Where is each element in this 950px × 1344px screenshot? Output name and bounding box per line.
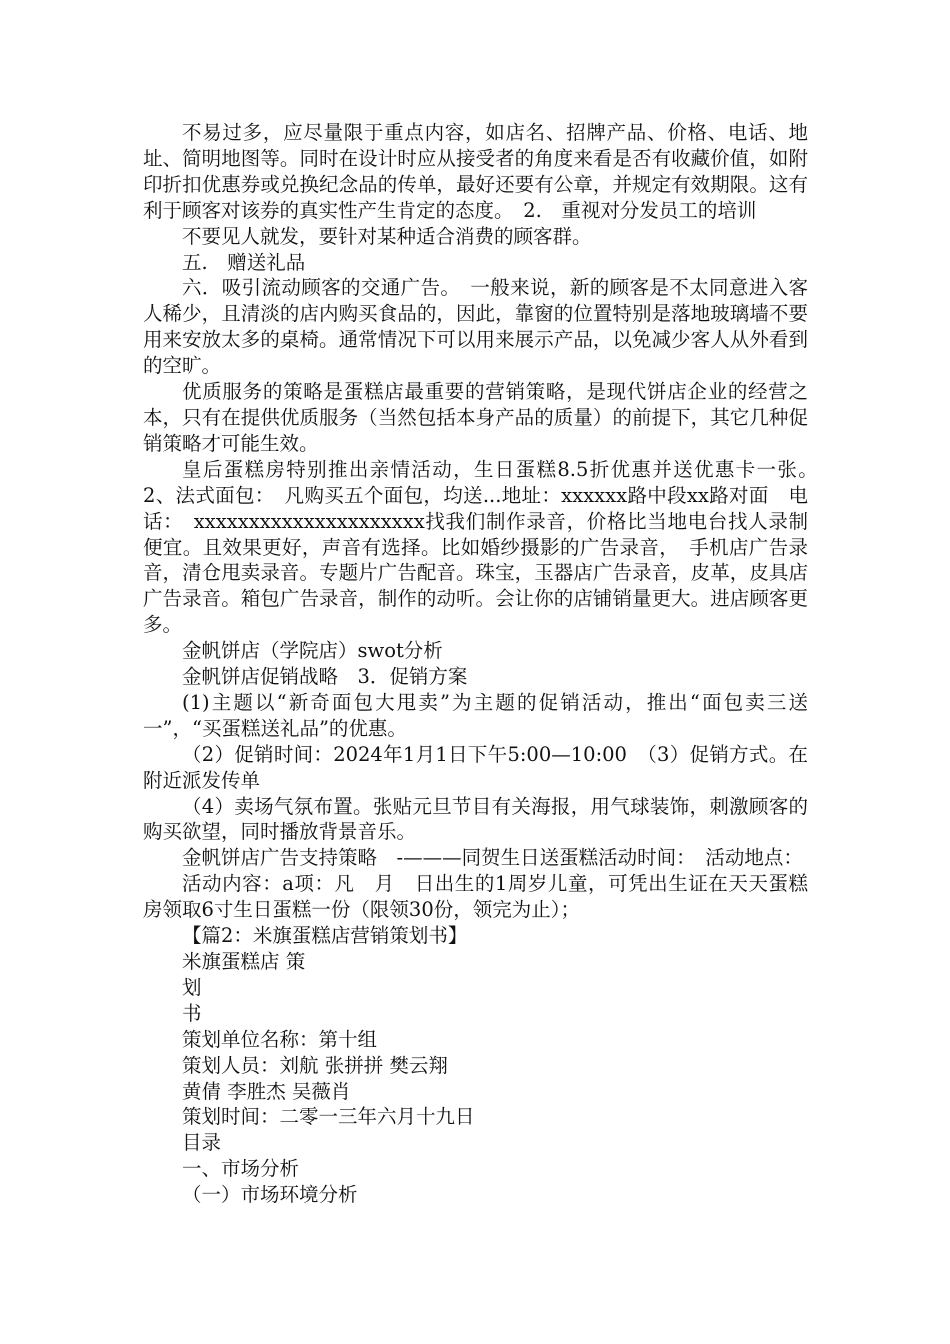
paragraph-leaflet-design: 不易过多，应尽量限于重点内容，如店名、招牌产品、价格、电话、地址、简明地图等。同时在设计时应从接受者的角度来看是否有收藏价值，如附印折扣优惠券或兑换纪念品的传单，最好还要有公章，并规定有效期限。这有利于顾客对该券的真实性产生肯定的态度。 2. 重视对分发员工的培训 <box>143 121 808 222</box>
paragraph-promo-time: （2）促销时间：2024年1月1日下午5:00—10:00 （3）促销方式。在附近派发传单 <box>143 742 808 792</box>
plan-members: 策划人员：刘航 张拼拼 樊云翔 <box>182 1053 448 1077</box>
toc-item-market-analysis: 一、市场分析 <box>182 1157 300 1181</box>
plan-title-line-3: 书 <box>182 1001 202 1025</box>
section-title-plan: 【篇2：米旗蛋糕店营销策划书】 <box>182 924 468 948</box>
paragraph-activity-content: 活动内容：a项：凡 月 日出生的1周岁儿童，可凭出生证在天天蛋糕房领取6寸生日蛋糕一份（限领30份，领完为止）； <box>143 872 808 922</box>
plan-unit: 策划单位名称：第十组 <box>182 1027 378 1051</box>
toc-item-market-environment: （一）市场环境分析 <box>182 1183 358 1207</box>
plan-title-line-1: 米旗蛋糕店 策 <box>182 950 306 973</box>
paragraph-ad-support: 金帆饼店广告支持策略 -———同贺生日送蛋糕活动时间： 活动地点： <box>182 846 803 870</box>
plan-title-line-2: 划 <box>182 975 202 999</box>
heading-promo-strategy: 金帆饼店促销战略 3．促销方案 <box>182 665 468 689</box>
plan-members-cont: 黄倩 李胜杰 吴薇肖 <box>182 1079 351 1103</box>
paragraph-distribution-target: 不要见人就发，要针对某种适合消费的顾客群。 <box>182 224 592 248</box>
heading-gift: 五. 赠送礼品 <box>182 250 306 274</box>
paragraph-traffic-ads: 六．吸引流动顾客的交通广告。 一般来说，新的顾客是不太同意进入客人稀少，且清淡的店内购买食品的，因此，靠窗的位置特别是落地玻璃墙不要用来安放太多的桌椅。通常情况下可以用来展示产品，以免减少客人从外看到的空旷。 <box>143 276 808 378</box>
toc-heading: 目录 <box>182 1131 222 1155</box>
plan-date: 策划时间：二零一三年六月十九日 <box>182 1105 475 1129</box>
paragraph-queen-cake-promo: 皇后蛋糕房特别推出亲情活动，生日蛋糕8.5折优惠并送优惠卡一张。 2、法式面包： 凡购买五个面包，均送...地址：xxxxxx路中段xx路对面 电话： xxxxxxxxxxxxxxxxxxxxx找我们制作录音，价格比当地电台找人录制便宜。且效果更好，声音有选择。比如婚纱摄影的广告录音， 手机店广告录音，清仓甩卖录音。专题片广告配音。珠宝，玉器店广告录音，皮革，皮具店广告录音。箱包广告录音，制作的动听。会让你的店铺销量更大。进店顾客更多。 <box>143 457 828 637</box>
heading-swot: 金帆饼店（学院店）swot分析 <box>182 639 443 663</box>
paragraph-store-atmosphere: （4）卖场气氛布置。张贴元旦节目有关海报，用气球装饰，刺激顾客的购买欲望，同时播放背景音乐。 <box>143 794 808 844</box>
paragraph-quality-service: 优质服务的策略是蛋糕店最重要的营销策略，是现代饼店企业的经营之本，只有在提供优质服务（当然包括本身产品的质量）的前提下，其它几种促销策略才可能生效。 <box>143 380 808 455</box>
paragraph-promo-theme: (1)主题以“新奇面包大甩卖”为主题的促销活动，推出“面包卖三送一”，“买蛋糕送礼品”的优惠。 <box>143 690 808 740</box>
document-body <box>143 120 828 1208</box>
